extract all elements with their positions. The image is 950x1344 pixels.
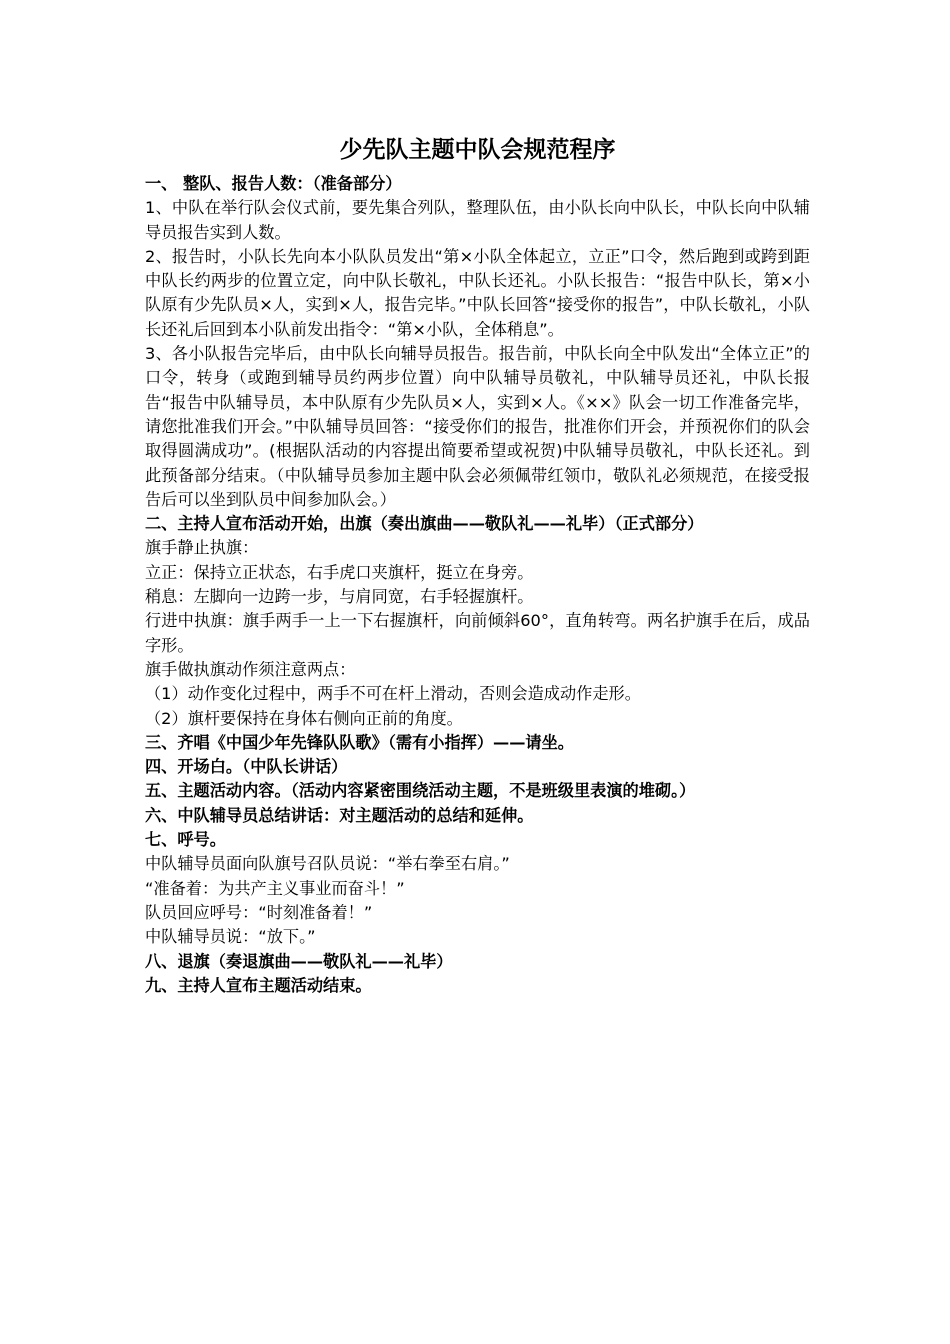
paragraph-note-2: （2）旗杆要保持在身体右侧向正前的角度。	[145, 708, 463, 728]
paragraph-call-3: 队员回应呼号：“时刻准备着！”	[145, 902, 373, 922]
section-heading-6: 六、中队辅导员总结讲话：对主题活动的总结和延伸。	[145, 805, 534, 825]
section-heading-7: 七、呼号。	[145, 830, 226, 850]
paragraph-step-3: 3、各小队报告完毕后，由中队长向辅导员报告。报告前，中队长向全中队发出“全体立正”的口令，转身（或跑到辅导员约两步位置）向中队辅导员敬礼，中队辅导员还礼，中队长报告“报告中队辅导员，本中队原有少先队员×人，实到×人。《××》队会一切工作准备完毕，请您批准我们开会。”中队辅导员回答：“接受你们的报告，批准你们开会，并预祝你们的队会取得圆满成功”。(根据队活动的内容提出简要希望或祝贺)中队辅导员敬礼，中队长还礼。到此预备部分结束。（中队辅导员参加主题中队会必须佩带红领巾，敬队礼必须规范，在接受报告后可以坐到队员中间参加队会。）	[145, 344, 810, 509]
paragraph-flag-attention: 立正：保持立正状态，右手虎口夹旗杆，挺立在身旁。	[145, 562, 534, 582]
paragraph-call-1: 中队辅导员面向队旗号召队员说：“举右拳至右肩。”	[145, 854, 510, 874]
document-body	[145, 128, 810, 998]
section-heading-3: 三、齐唱《中国少年先锋队队歌》（需有小指挥）——请坐。	[145, 732, 574, 752]
paragraph-note-1: （1）动作变化过程中，两手不可在杆上滑动，否则会造成动作走形。	[145, 684, 641, 704]
section-heading-9: 九、主持人宣布主题活动结束。	[145, 975, 372, 995]
paragraph-flag-marching: 行进中执旗：旗手两手一上一下右握旗杆，向前倾斜60°，直角转弯。两名护旗手在后，成品字形。	[145, 611, 810, 655]
paragraph-step-1: 1、中队在举行队会仪式前，要先集合列队，整理队伍，由小队长向中队长，中队长向中队辅导员报告实到人数。	[145, 198, 810, 242]
paragraph-call-4: 中队辅导员说：“放下。”	[145, 927, 316, 947]
paragraph-list	[145, 172, 810, 998]
document-title: 少先队主题中队会规范程序	[339, 137, 616, 163]
paragraph-call-2: “准备着：为共产主义事业而奋斗！”	[145, 878, 405, 898]
section-heading-5: 五、主题活动内容。（活动内容紧密围绕活动主题，不是班级里表演的堆砌。）	[145, 781, 696, 801]
section-heading-2: 二、主持人宣布活动开始，出旗（奏出旗曲——敬队礼——礼毕）（正式部分）	[145, 514, 704, 534]
paragraph-flag-static: 旗手静止执旗：	[145, 538, 259, 558]
paragraph-step-2: 2、报告时，小队长先向本小队队员发出“第×小队全体起立，立正”口令，然后跑到或跨到距中队长约两步的位置立定，向中队长敬礼，中队长还礼。小队长报告：“报告中队长，第×小队原有少先队员×人，实到×人，报告完毕。”中队长回答“接受你的报告”，中队长敬礼，小队长还礼后回到本小队前发出指令：“第×小队，全体稍息”。	[145, 246, 810, 339]
section-heading-1: 一、 整队、报告人数：（准备部分）	[145, 174, 402, 193]
paragraph-flag-notes: 旗手做执旗动作须注意两点：	[145, 659, 356, 679]
section-heading-4: 四、开场白。（中队长讲话）	[145, 757, 348, 777]
paragraph-flag-rest: 稍息：左脚向一边跨一步，与肩同宽，右手轻握旗杆。	[145, 587, 534, 607]
section-heading-8: 八、退旗（奏退旗曲——敬队礼——礼毕）	[145, 951, 453, 971]
